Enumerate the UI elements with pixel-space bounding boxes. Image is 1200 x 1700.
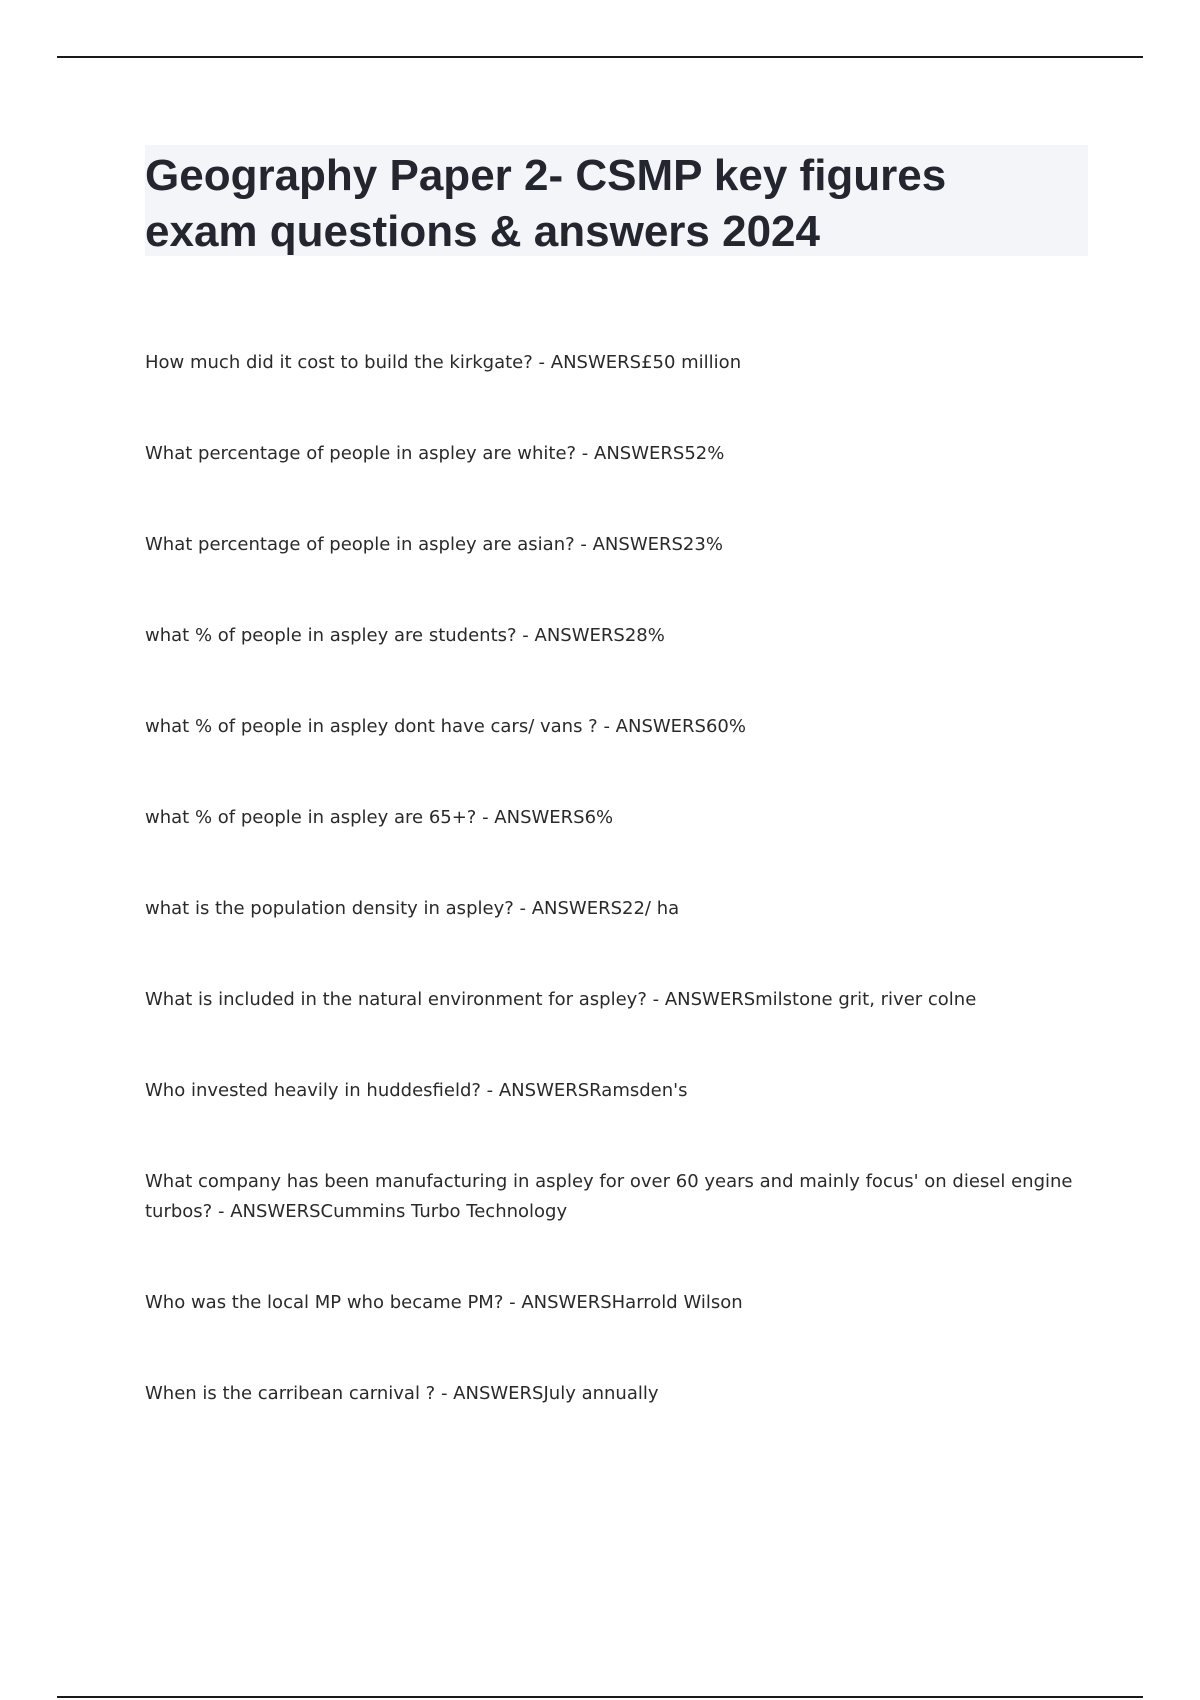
- answer-prefix: - ANSWERS: [576, 443, 685, 464]
- question-text: What company has been manufacturing in aspley for over 60 years and mainly focus' on diesel engine turbos?: [145, 1171, 1073, 1222]
- title-line-2: exam questions & answers 2024: [145, 207, 820, 256]
- top-rule: [57, 56, 1143, 58]
- qa-item: [145, 1076, 1075, 1106]
- qa-item: [145, 1379, 1075, 1409]
- answer-prefix: - ANSWERS: [435, 1383, 544, 1404]
- bottom-rule: [57, 1696, 1143, 1698]
- qa-item: [145, 803, 1075, 833]
- answer-text: 28%: [624, 625, 665, 646]
- answer-text: 22/ ha: [622, 898, 680, 919]
- answer-prefix: - ANSWERS: [480, 1080, 590, 1101]
- title-block: [145, 145, 1088, 256]
- answer-prefix: - ANSWERS: [212, 1201, 321, 1222]
- question-text: what is the population density in aspley?: [145, 898, 514, 919]
- qa-item: [145, 1288, 1075, 1318]
- qa-item: [145, 894, 1075, 924]
- question-text: When is the carribean carnival ?: [145, 1383, 436, 1404]
- answer-text: 60%: [705, 716, 746, 737]
- qa-item: [145, 712, 1075, 742]
- question-text: What percentage of people in aspley are white?: [145, 443, 577, 464]
- answer-prefix: - ANSWERS: [532, 352, 642, 373]
- answer-text: July annually: [543, 1383, 659, 1404]
- question-text: what % of people in aspley dont have cars/ vans ?: [145, 716, 598, 737]
- answer-prefix: - ANSWERS: [574, 534, 683, 555]
- question-text: What percentage of people in aspley are asian?: [145, 534, 575, 555]
- answer-text: 23%: [682, 534, 723, 555]
- answer-text: 52%: [684, 443, 725, 464]
- qa-item: [145, 985, 1075, 1015]
- question-text: How much did it cost to build the kirkgate?: [145, 352, 533, 373]
- answer-prefix: - ANSWERS: [476, 807, 585, 828]
- question-text: Who was the local MP who became PM?: [145, 1292, 504, 1313]
- question-text: Who invested heavily in huddesfield?: [145, 1080, 481, 1101]
- answer-prefix: - ANSWERS: [646, 989, 756, 1010]
- answer-text: Ramsden's: [589, 1080, 688, 1101]
- answer-text: 6%: [584, 807, 614, 828]
- qa-item: [145, 1167, 1075, 1227]
- question-text: What is included in the natural environment for aspley?: [145, 989, 647, 1010]
- qa-item: [145, 348, 1075, 378]
- answer-prefix: - ANSWERS: [513, 898, 623, 919]
- title-line-1: Geography Paper 2- CSMP key figures: [145, 151, 947, 200]
- question-text: what % of people in aspley are 65+?: [145, 807, 477, 828]
- qa-item: [145, 530, 1075, 560]
- answer-text: Cummins Turbo Technology: [320, 1201, 568, 1222]
- qa-item: [145, 621, 1075, 651]
- answer-prefix: - ANSWERS: [597, 716, 706, 737]
- question-text: what % of people in aspley are students?: [145, 625, 517, 646]
- answer-text: £50 million: [641, 352, 742, 373]
- answer-prefix: - ANSWERS: [503, 1292, 612, 1313]
- answer-text: milstone grit, river colne: [755, 989, 977, 1010]
- answer-prefix: - ANSWERS: [516, 625, 625, 646]
- answer-text: Harrold Wilson: [611, 1292, 743, 1313]
- qa-item: [145, 439, 1075, 469]
- page-title: [145, 148, 1088, 260]
